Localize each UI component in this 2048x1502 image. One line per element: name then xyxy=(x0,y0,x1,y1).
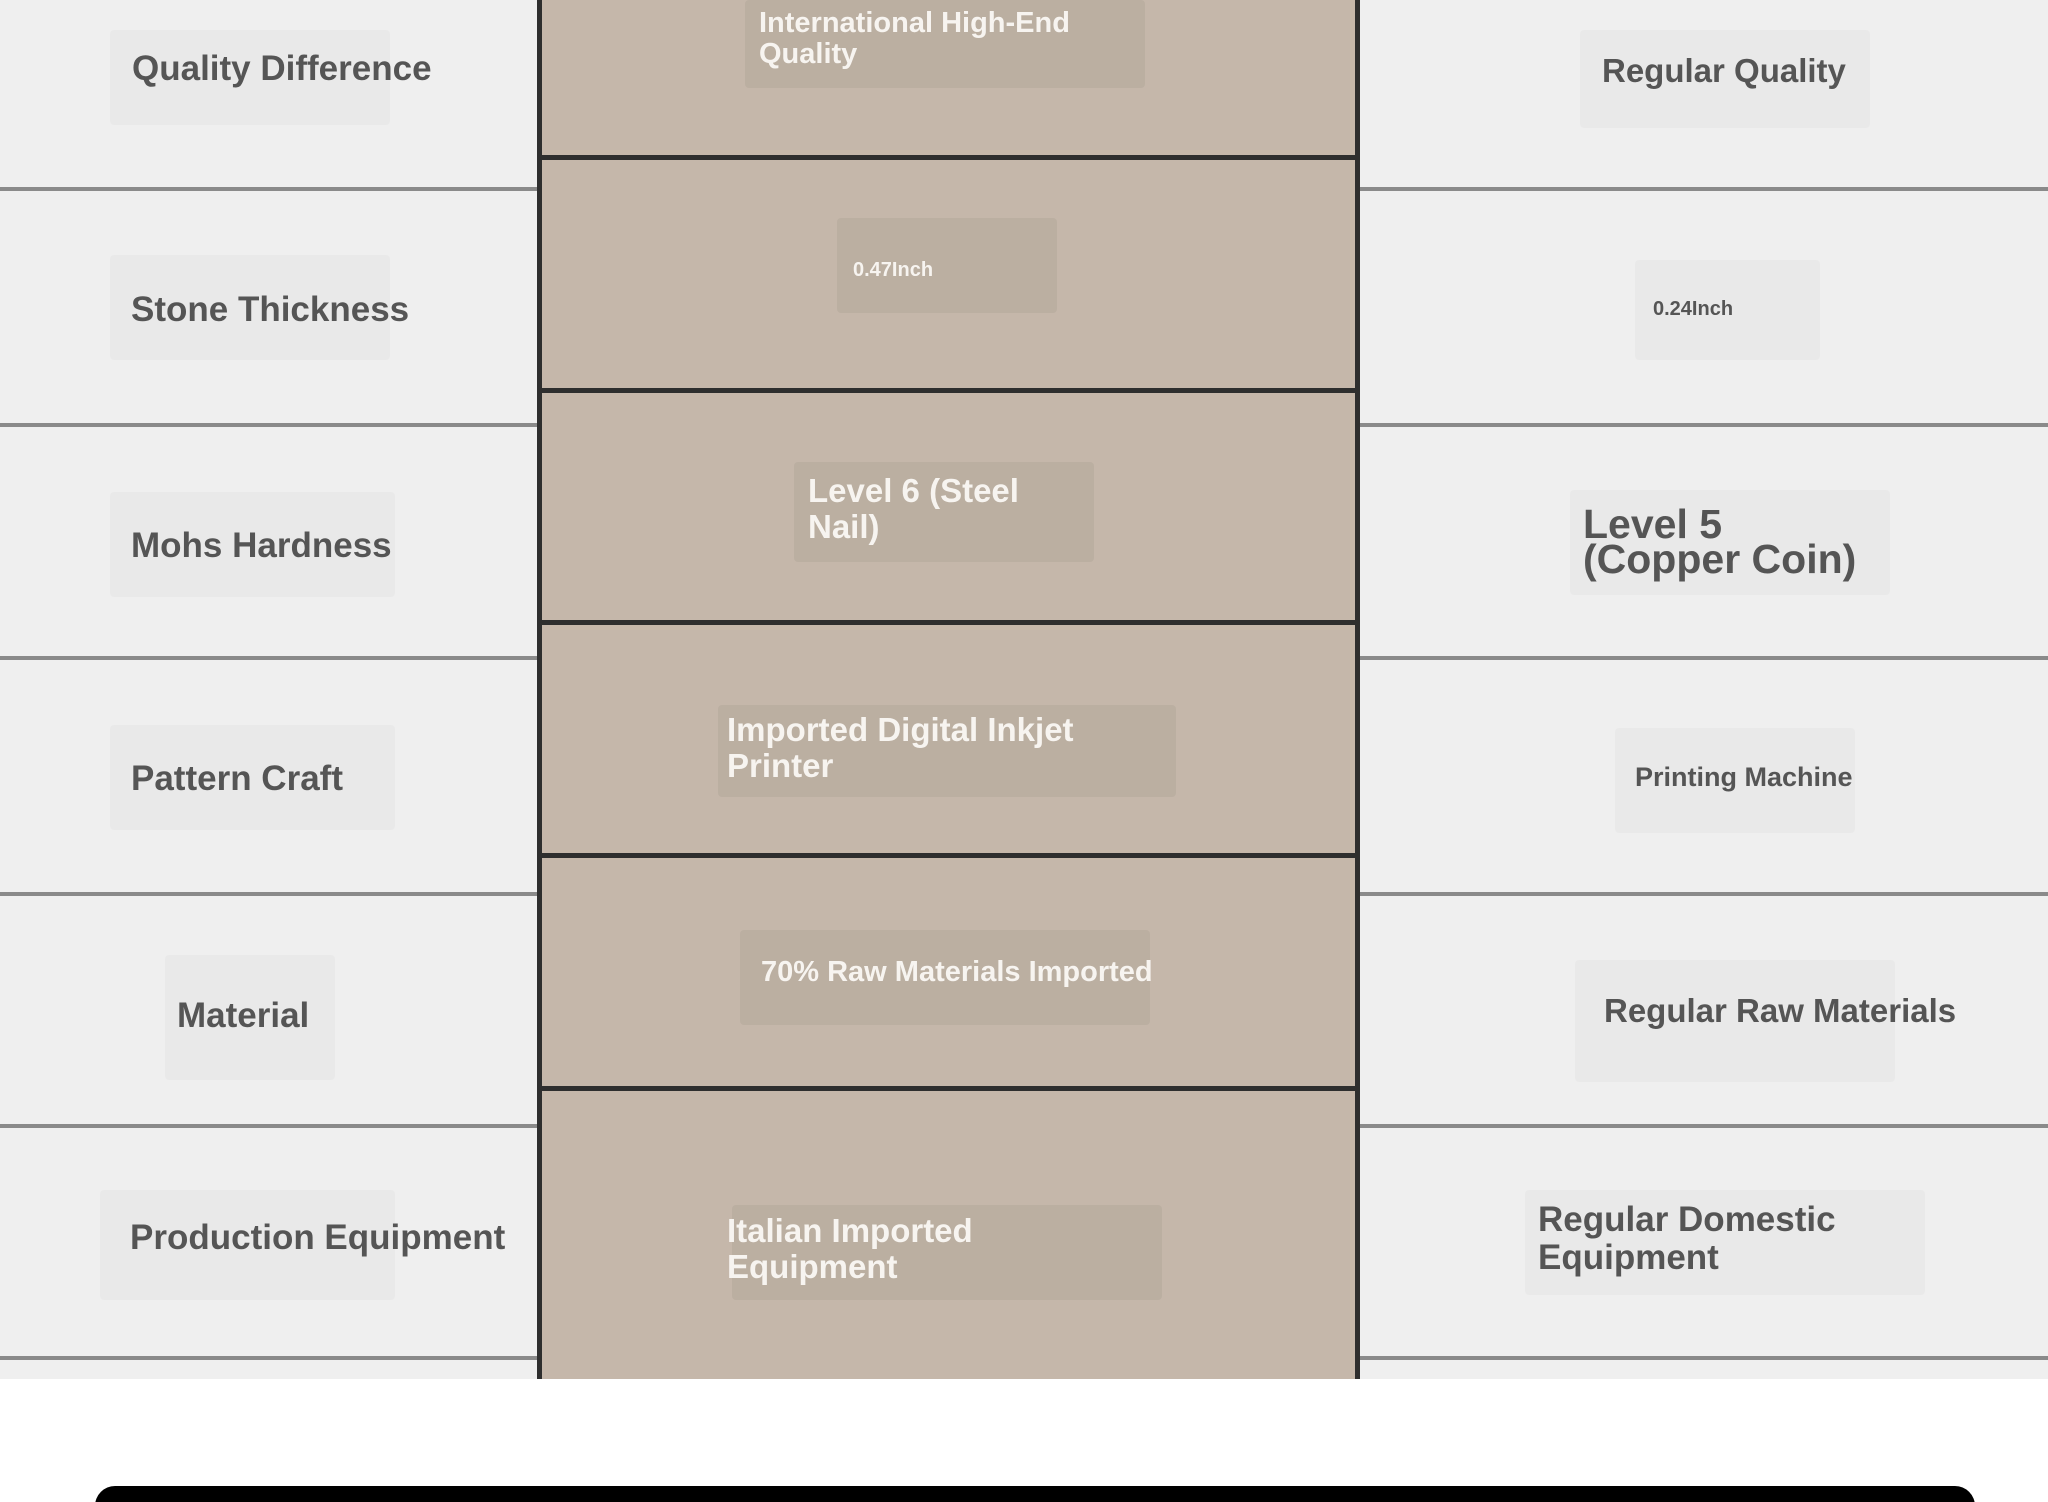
premium-row xyxy=(542,393,1355,621)
regular-value: 0.24Inch xyxy=(1653,298,1734,320)
feature-label: Quality Difference xyxy=(132,49,432,88)
regular-row xyxy=(1360,1128,2048,1358)
regular-row xyxy=(1360,660,2048,893)
regular-value: Printing Machine xyxy=(1635,762,1853,792)
feature-row xyxy=(0,896,537,1124)
regular-row xyxy=(1360,0,2048,188)
feature-column xyxy=(0,0,537,1379)
premium-column xyxy=(537,0,1360,1379)
regular-value: Regular Quality xyxy=(1602,52,1846,89)
regular-value: Level 5 (Copper Coin) xyxy=(1583,501,1857,583)
premium-value: 70% Raw Materials Imported xyxy=(761,956,1153,988)
feature-label: Stone Thickness xyxy=(131,290,410,329)
feature-row xyxy=(0,0,537,188)
feature-row xyxy=(0,1128,537,1358)
premium-row xyxy=(542,0,1355,156)
feature-row xyxy=(0,191,537,424)
regular-row xyxy=(1360,896,2048,1124)
row-divider xyxy=(0,1356,537,1360)
regular-column xyxy=(1360,0,2048,1379)
feature-label: Pattern Craft xyxy=(131,759,343,798)
premium-value: Imported Digital Inkjet Printer xyxy=(727,711,1074,784)
regular-value: Regular Domestic Equipment xyxy=(1538,1200,1836,1277)
premium-value: International High-End Quality xyxy=(759,7,1070,71)
feature-row xyxy=(0,660,537,893)
feature-label: Material xyxy=(177,996,310,1035)
feature-label: Mohs Hardness xyxy=(131,526,392,565)
regular-value: Regular Raw Materials xyxy=(1604,992,1957,1029)
bottom-banner xyxy=(95,1486,1975,1502)
regular-row xyxy=(1360,191,2048,424)
row-divider xyxy=(1360,1356,2048,1360)
premium-row xyxy=(542,625,1355,853)
premium-value: 0.47Inch xyxy=(853,259,934,281)
regular-row xyxy=(1360,427,2048,657)
premium-row xyxy=(542,160,1355,389)
feature-row xyxy=(0,427,537,657)
premium-row xyxy=(542,1091,1355,1379)
premium-value: Level 6 (Steel Nail) xyxy=(808,472,1019,545)
premium-value: Italian Imported Equipment xyxy=(727,1212,973,1285)
premium-row xyxy=(542,858,1355,1086)
feature-label: Production Equipment xyxy=(130,1218,506,1257)
